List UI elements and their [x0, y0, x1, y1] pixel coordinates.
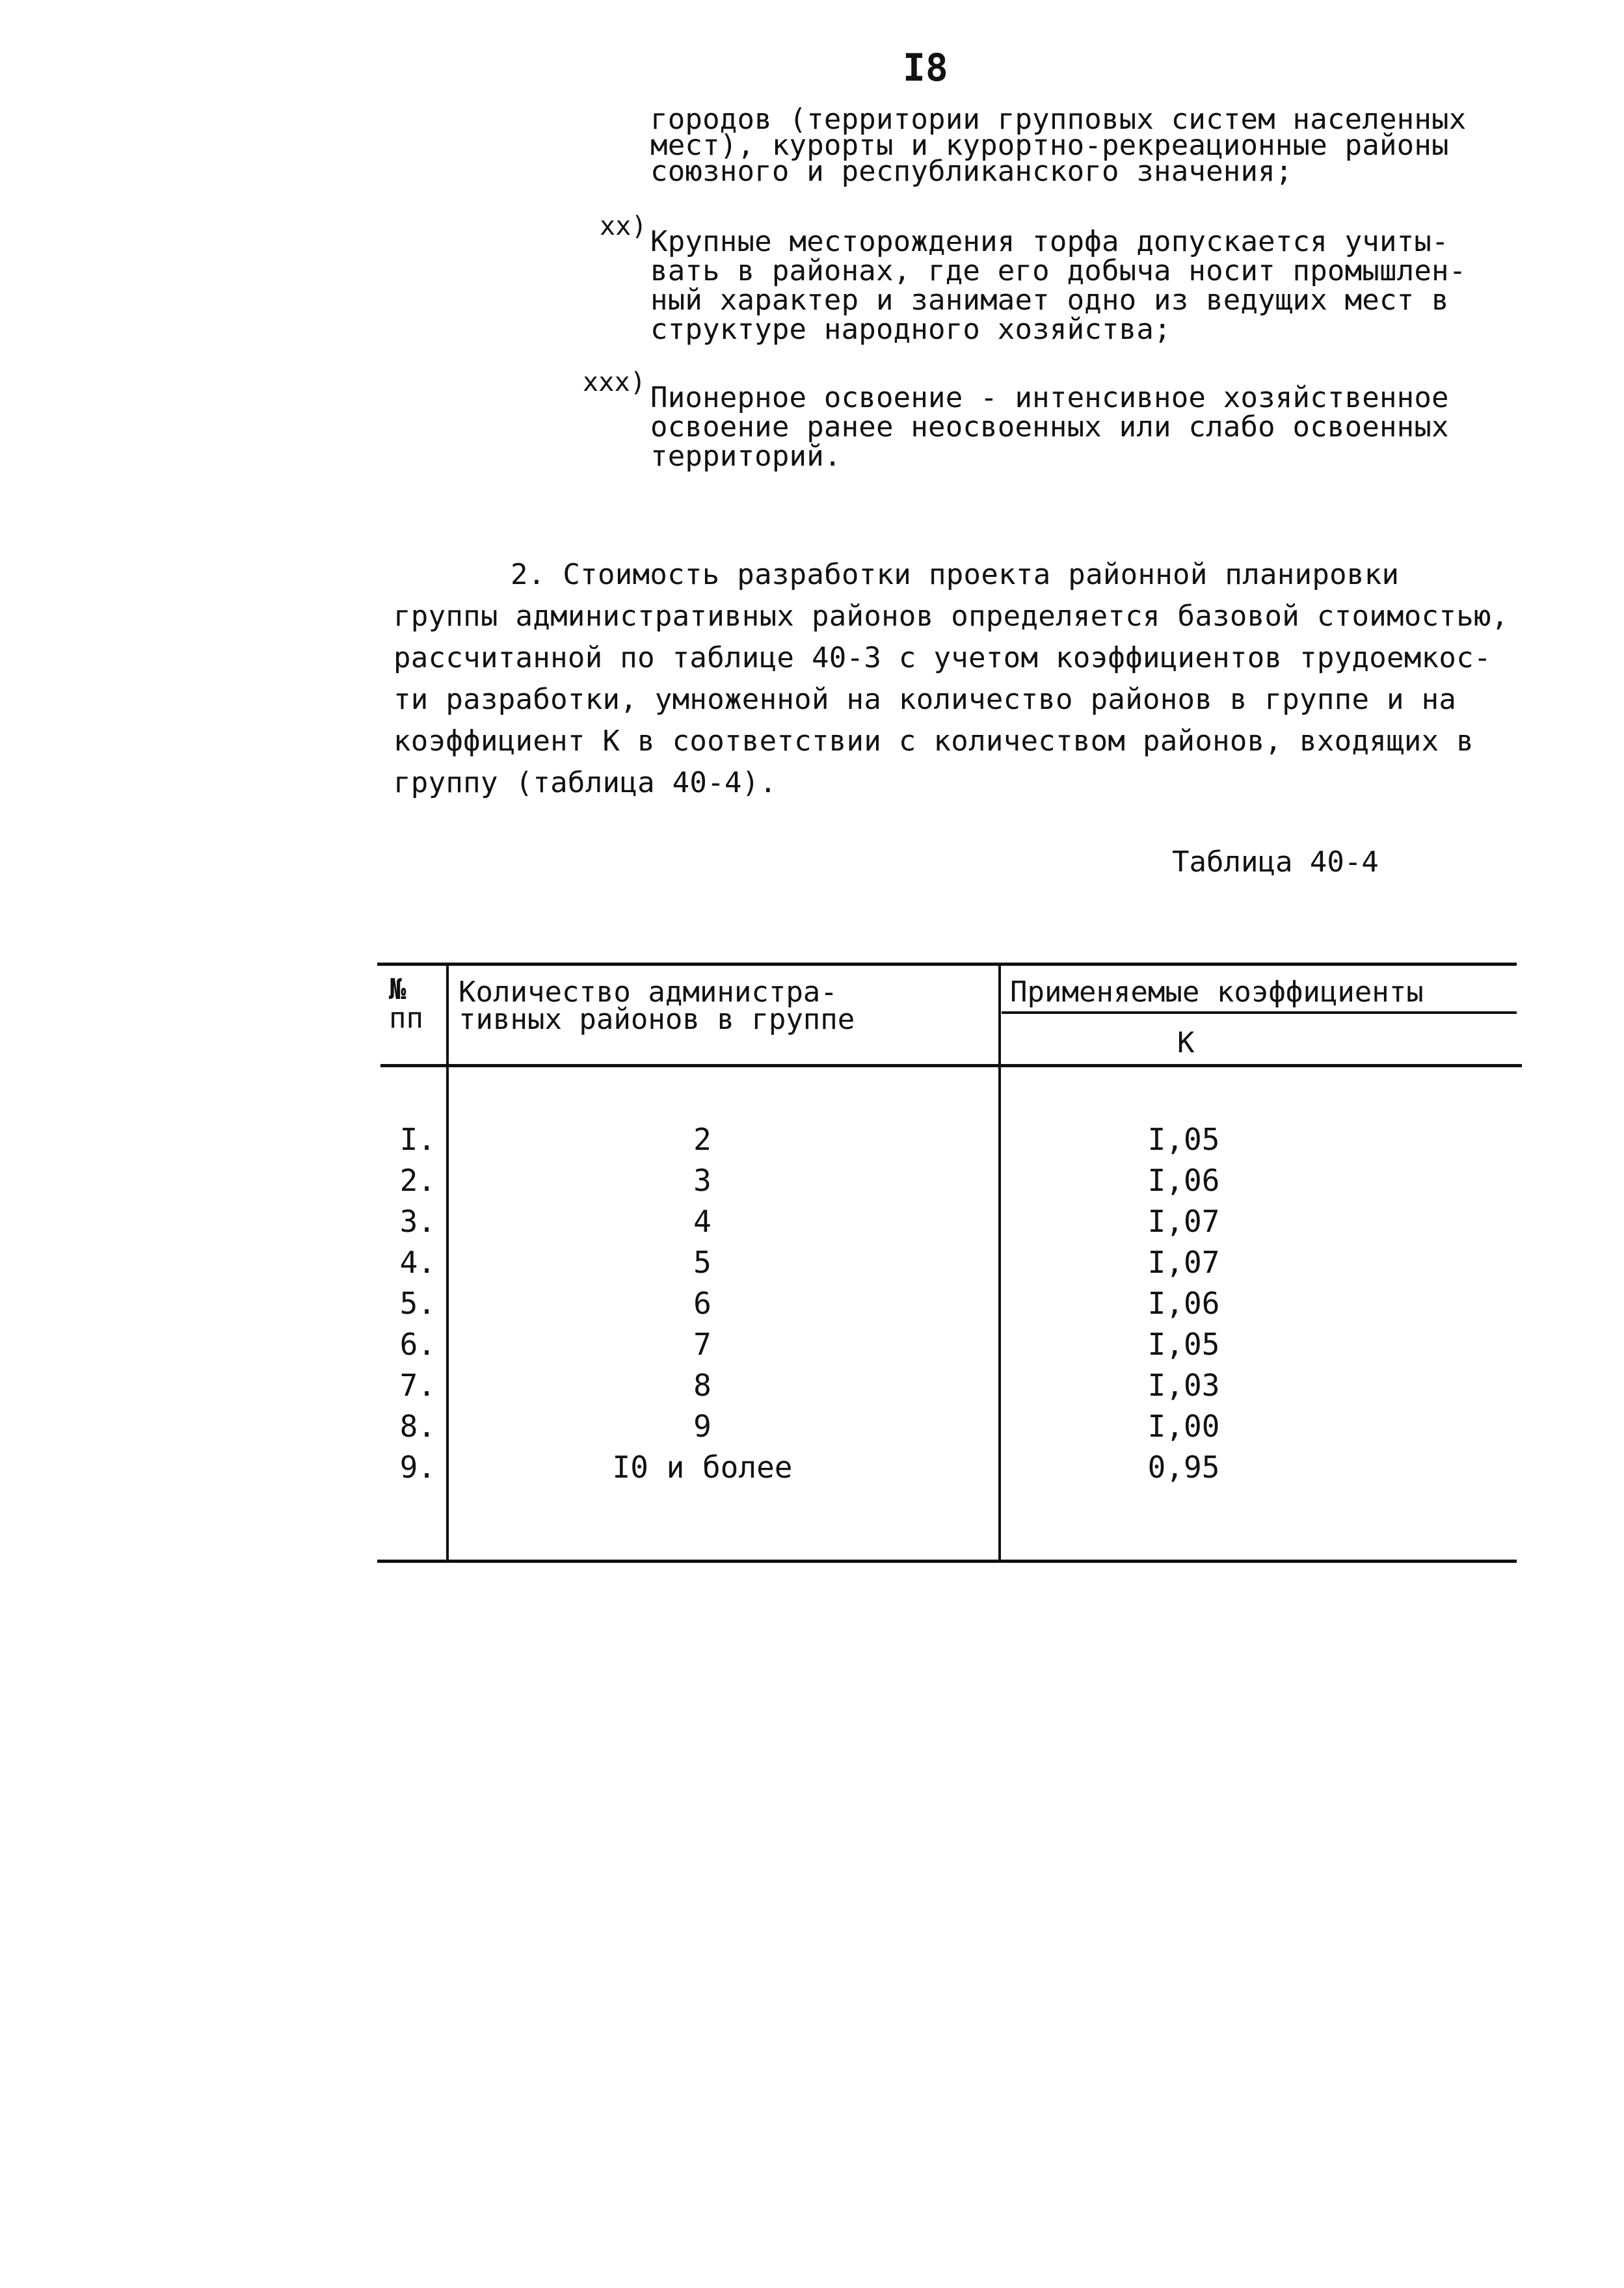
row-count: I0 и более [612, 1450, 793, 1485]
footnote-xx-line: структуре народного хозяйства; [650, 313, 1171, 346]
paragraph-line: коэффициент К в соответствии с количеством районов, входящих в [393, 725, 1474, 758]
row-number: 8. [399, 1409, 436, 1444]
page-number: I8 [903, 46, 948, 90]
footnote-xx-line: вать в районах, где его добыча носит промышлен- [650, 254, 1467, 287]
header-num-pp: пп [389, 1002, 423, 1035]
footnote-xxx-line: территорий. [650, 440, 842, 473]
footnote-continuation-line: городов (территории групповых систем населенных [650, 103, 1467, 136]
paragraph-line: ти разработки, умноженной на количество районов в группе и на [393, 683, 1457, 716]
header-count-line: Количество администра- [459, 976, 838, 1009]
footnote-continuation-line: союзного и республиканского значения; [650, 155, 1293, 188]
footnote-xxx-mark: xxx) [583, 367, 646, 397]
table-top-rule [377, 963, 1517, 966]
header-count-line: тивных районов в группе [459, 1003, 855, 1036]
table-bottom-rule [377, 1560, 1517, 1563]
row-coefficient: I,05 [1147, 1327, 1220, 1362]
paragraph-line: группы административных районов определяется базовой стоимостью, [393, 600, 1509, 633]
row-number: 9. [399, 1450, 436, 1485]
row-coefficient: I,05 [1147, 1122, 1220, 1157]
row-number: 2. [399, 1163, 436, 1198]
row-count: 4 [693, 1204, 712, 1239]
header-num-symbol: № [389, 973, 406, 1006]
header-coefficients: Применяемые коэффициенты [1010, 976, 1424, 1009]
row-number: 5. [399, 1286, 436, 1321]
row-number: 6. [399, 1327, 436, 1362]
footnote-xxx-line: освоение ранее неосвоенных или слабо освоенных [650, 410, 1449, 444]
row-count: 8 [693, 1368, 712, 1403]
row-count: 2 [693, 1122, 712, 1157]
footnote-xx-line: Крупные месторождения торфа допускается учиты- [650, 225, 1449, 258]
paragraph-line: группу (таблица 40-4). [393, 766, 777, 799]
row-count: 7 [693, 1327, 712, 1362]
row-number: I. [399, 1122, 436, 1157]
row-coefficient: I,07 [1147, 1245, 1220, 1280]
row-count: 5 [693, 1245, 712, 1280]
header-sub-rule [1002, 1011, 1517, 1014]
header-bottom-rule [380, 1064, 1522, 1067]
table-caption: Таблица 40-4 [1172, 845, 1379, 879]
header-coefficient-k: К [1177, 1026, 1195, 1059]
row-number: 3. [399, 1204, 436, 1239]
row-count: 3 [693, 1163, 712, 1198]
column-divider-1 [446, 963, 449, 1562]
row-count: 9 [693, 1409, 712, 1444]
footnote-xx-mark: xx) [600, 211, 647, 241]
column-divider-2 [998, 963, 1001, 1562]
footnote-xxx-line: Пионерное освоение - интенсивное хозяйственное [650, 381, 1449, 414]
row-coefficient: I,06 [1147, 1163, 1220, 1198]
paragraph-line: 2. Стоимость разработки проекта районной планировки [511, 558, 1400, 591]
row-number: 7. [399, 1368, 436, 1403]
paragraph-line: рассчитанной по таблице 40-3 с учетом коэффициентов трудоемкос- [393, 641, 1491, 674]
row-coefficient: I,06 [1147, 1286, 1220, 1321]
row-count: 6 [693, 1286, 712, 1321]
row-coefficient: 0,95 [1147, 1450, 1220, 1485]
row-coefficient: I,00 [1147, 1409, 1220, 1444]
row-coefficient: I,07 [1147, 1204, 1220, 1239]
footnote-continuation-line: мест), курорты и курортно-рекреационные районы [650, 129, 1449, 162]
footnote-xx-line: ный характер и занимает одно из ведущих мест в [650, 284, 1449, 317]
row-number: 4. [399, 1245, 436, 1280]
row-coefficient: I,03 [1147, 1368, 1220, 1403]
